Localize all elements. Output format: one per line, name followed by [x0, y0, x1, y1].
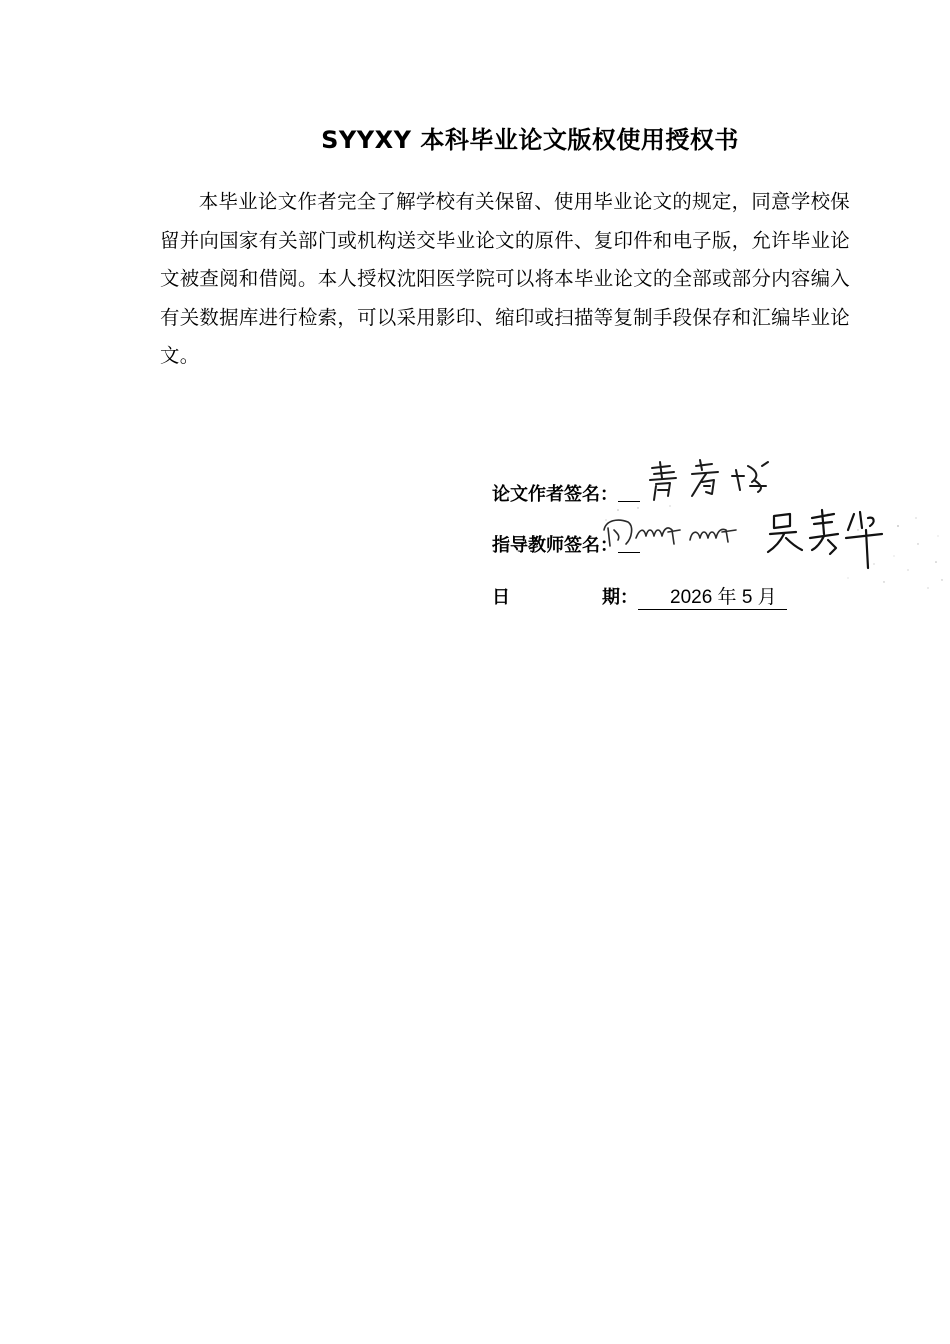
- author-signature-row: [492, 480, 640, 510]
- authorization-paragraph: 本毕业论文作者完全了解学校有关保留、使用毕业论文的规定，同意学校保留并向国家有关部门或机构送交毕业论文的原件、复印件和电子版，允许毕业论文被查阅和借阅。本人授权沈阳医学院可以将本毕业论文的全部或部分内容编入有关数据库进行检索，可以采用影印、缩印或扫描等复制手段保存和汇编毕业论文。: [160, 190, 850, 367]
- date-label-period: 期：: [602, 587, 638, 608]
- author-signature-line: [618, 481, 640, 502]
- author-signature-label: 论文作者签名：: [492, 484, 618, 505]
- advisor-signature-row: [492, 531, 640, 561]
- author-handwritten-signature: [640, 456, 800, 512]
- advisor-signature-line: [618, 532, 640, 553]
- document-title: SYYXY 本科毕业论文版权使用授权书: [321, 126, 739, 154]
- date-label-day: 日: [492, 587, 510, 608]
- advisor-signature-label: 指导教师签名：: [492, 535, 618, 556]
- date-value: 2026 年 5 月: [638, 582, 787, 610]
- date-row: [492, 582, 787, 612]
